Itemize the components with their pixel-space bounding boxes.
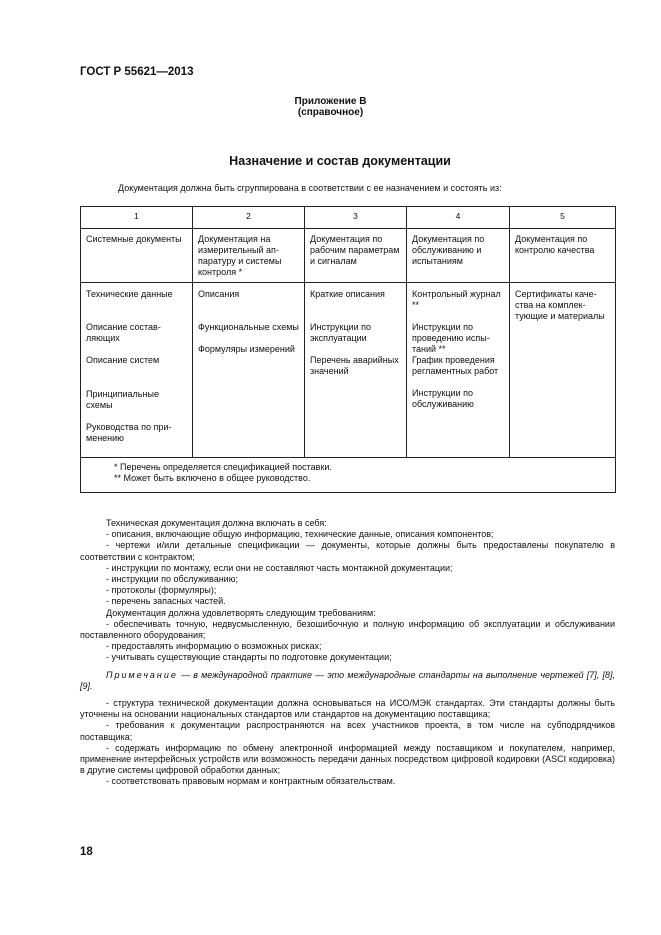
list-item: Формуляры измерений [198, 344, 295, 354]
list-item: Контрольный журнал ** [412, 289, 501, 310]
list-item: - инструкции по обслуживанию; [106, 574, 238, 585]
annex-heading [0, 96, 661, 118]
documentation-table [80, 206, 616, 493]
table-notes-row [81, 458, 616, 493]
list-item: - структура технической документации должна основываться на ИСО/МЭК стандартах. Эти стандарты должны быть уточнены на основании национальных стандартов или стандартов на документацию поставщика; [80, 698, 615, 720]
note-label: Примечание [106, 669, 178, 680]
document-code-header: ГОСТ Р 55621—2013 [80, 66, 194, 78]
body-text [80, 518, 615, 788]
column-header: Системные документы [81, 229, 193, 283]
column-number: 1 [81, 207, 193, 229]
list-item: Инструкции по обслуживанию [412, 388, 474, 409]
intro-text: Документация должна быть сгруппирована в соответствии с ее назначением и состоять из: [118, 183, 502, 193]
column-number: 5 [510, 207, 616, 229]
paragraph: Техническая документация должна включать в себя: [106, 518, 327, 528]
list-item: - описания, включающие общую информацию, технические данные, описания компонентов; [106, 529, 494, 540]
column-header: Документация на измерительный аппаратуру и системы контроля * [193, 229, 305, 283]
table-footnote: * Перечень определяется спецификацией поставки. [114, 462, 332, 472]
list-item: - предоставлять информацию о возможных рисках; [106, 641, 322, 652]
list-item: - инструкции по монтажу, если они не составляют часть монтажной документации; [106, 562, 453, 573]
list-item: - протоколы (формуляры); [106, 585, 217, 596]
list-item: Инструкции по проведению испытаний ** [412, 322, 490, 354]
annex-title: Приложение В [294, 96, 367, 107]
note [80, 670, 615, 692]
list-item: График проведения регламентных работ [412, 355, 499, 376]
list-item: Функциональные схемы [198, 322, 299, 332]
column-header-row [81, 229, 616, 283]
list-item: Руководства по применению [86, 422, 172, 443]
annex-subtitle: (справочное) [297, 107, 364, 118]
table-footnote: ** Может быть включено в общее руководство. [114, 473, 311, 483]
list-item: Описание систем [86, 355, 160, 365]
column-header: Документация по контролю качества [510, 229, 616, 283]
table-cell-system-docs [81, 283, 193, 458]
section-title: Назначение и состав документации [229, 154, 451, 168]
table-body-row [81, 283, 616, 458]
table-cell-quality-docs [510, 283, 616, 458]
column-number-row [81, 207, 616, 229]
table-cell-maintenance-docs [407, 283, 510, 458]
paragraph: Документация должна удовлетворять следующим требованиям: [106, 607, 376, 618]
list-item: Краткие описания [310, 289, 385, 299]
column-number: 2 [193, 207, 305, 229]
list-item: Описания [198, 289, 240, 299]
list-item: Перечень аварийных значений [310, 355, 399, 376]
list-item: - соответствовать правовым нормам и контрактным обязательствам. [106, 776, 396, 787]
table-notes [81, 458, 616, 493]
note-text: — в международной практике — это международные стандарты на выполнение чертежей [7], [8], [9]. [80, 669, 615, 691]
list-item: - перечень запасных частей. [106, 596, 226, 607]
page-number: 18 [80, 846, 93, 858]
list-item: - чертежи и/или детальные спецификации — документы, которые должны быть предоставлены покупателю в соответствии с контрактом; [80, 540, 615, 562]
column-number: 4 [407, 207, 510, 229]
list-item: - требования к документации распространяются на всех участников проекта, в том числе на субподрядчиков поставщика; [80, 720, 615, 742]
table-cell-measurement-docs [193, 283, 305, 458]
column-header: Документация по рабочим параметрам и сигналам [305, 229, 407, 283]
column-number: 3 [305, 207, 407, 229]
list-item: Принципиальные схемы [86, 389, 159, 410]
table-cell-operating-docs [305, 283, 407, 458]
list-item: Технические данные [86, 289, 173, 299]
list-item: - учитывать существующие стандарты по подготовке документации; [106, 652, 392, 663]
column-header: Документация по обслуживанию и испытаниям [407, 229, 510, 283]
list-item: Инструкции по эксплуатации [310, 322, 371, 343]
list-item: - обеспечивать точную, недвусмысленную, безошибочную и полную информацию об эксплуатации и обслуживании поставленного оборудования; [80, 618, 615, 641]
list-item: Описание составляющих [86, 322, 161, 343]
list-item: - содержать информацию по обмену электронной информацией между поставщиком и покупателем, например, применение интерфейсных устройств или возможность передачи данных посредством цифровой кодировки (ASCI кодировка) в другие системы цифровой обработки данных; [80, 742, 615, 776]
list-item: Сертификаты качества на комплектующие и материалы [515, 289, 605, 321]
